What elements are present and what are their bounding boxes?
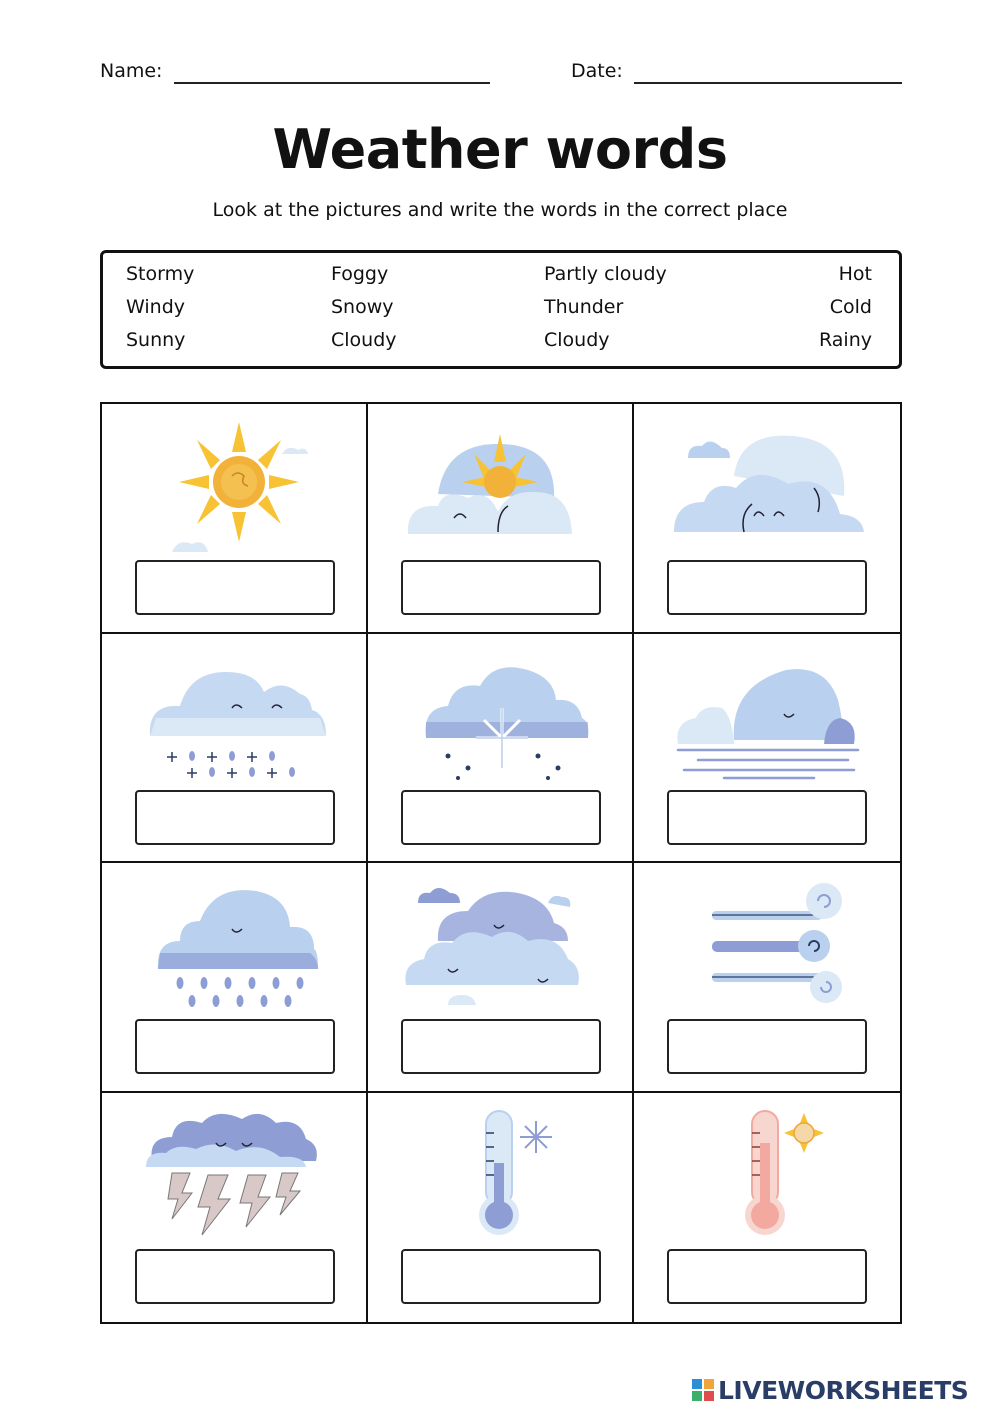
cloudy-icon (664, 414, 869, 554)
picture-cell (634, 863, 900, 1093)
answer-box[interactable] (667, 1249, 867, 1304)
sunny-icon (132, 414, 337, 554)
sleet-icon (132, 644, 337, 784)
answer-box[interactable] (667, 790, 867, 845)
answer-box[interactable] (135, 790, 335, 845)
picture-cell (634, 404, 900, 634)
picture-cell (102, 863, 368, 1093)
picture-grid (100, 402, 902, 1324)
word-bank-item: Cloudy (544, 329, 610, 351)
answer-box[interactable] (401, 560, 601, 615)
word-bank-item: Partly cloudy (544, 263, 667, 285)
brand-mark-icon (692, 1379, 714, 1401)
answer-box[interactable] (401, 1019, 601, 1074)
word-bank-item: Sunny (126, 329, 186, 351)
answer-box[interactable] (135, 1019, 335, 1074)
answer-box[interactable] (667, 560, 867, 615)
answer-box[interactable] (401, 790, 601, 845)
answer-box[interactable] (135, 1249, 335, 1304)
answer-box[interactable] (667, 1019, 867, 1074)
foggy-icon (664, 644, 869, 784)
thunderstorm-icon (132, 1103, 337, 1243)
hot-thermometer-icon (664, 1103, 869, 1243)
picture-cell (102, 404, 368, 634)
date-label: Date: (571, 60, 623, 82)
word-bank-item: Foggy (331, 263, 389, 285)
page-title: Weather words (272, 118, 728, 181)
rainy-icon (132, 873, 337, 1013)
picture-cell (634, 1093, 900, 1323)
name-field[interactable] (174, 82, 490, 84)
word-bank-item: Cloudy (331, 329, 397, 351)
cold-thermometer-icon (398, 1103, 603, 1243)
answer-box[interactable] (401, 1249, 601, 1304)
word-bank-item: Hot (838, 263, 872, 285)
partly-cloudy-icon (398, 414, 603, 554)
windy-icon (664, 873, 869, 1013)
date-field[interactable] (634, 82, 902, 84)
word-bank-item: Rainy (819, 329, 872, 351)
word-bank (100, 250, 902, 369)
snowy-icon (398, 644, 603, 784)
word-bank-item: Windy (126, 296, 185, 318)
picture-cell (368, 863, 634, 1093)
brand-logo (692, 1374, 968, 1406)
picture-cell (102, 634, 368, 864)
brand-name: LIVEWORKSHEETS (718, 1375, 969, 1405)
picture-cell (102, 1093, 368, 1323)
name-label: Name: (100, 60, 163, 82)
word-bank-item: Snowy (331, 296, 394, 318)
picture-cell (634, 634, 900, 864)
instructions: Look at the pictures and write the words in the correct place (212, 199, 788, 221)
overcast-icon (398, 873, 603, 1013)
word-bank-item: Thunder (544, 296, 624, 318)
answer-box[interactable] (135, 560, 335, 615)
word-bank-item: Stormy (126, 263, 195, 285)
picture-cell (368, 1093, 634, 1323)
word-bank-item: Cold (829, 296, 872, 318)
picture-cell (368, 404, 634, 634)
picture-cell (368, 634, 634, 864)
